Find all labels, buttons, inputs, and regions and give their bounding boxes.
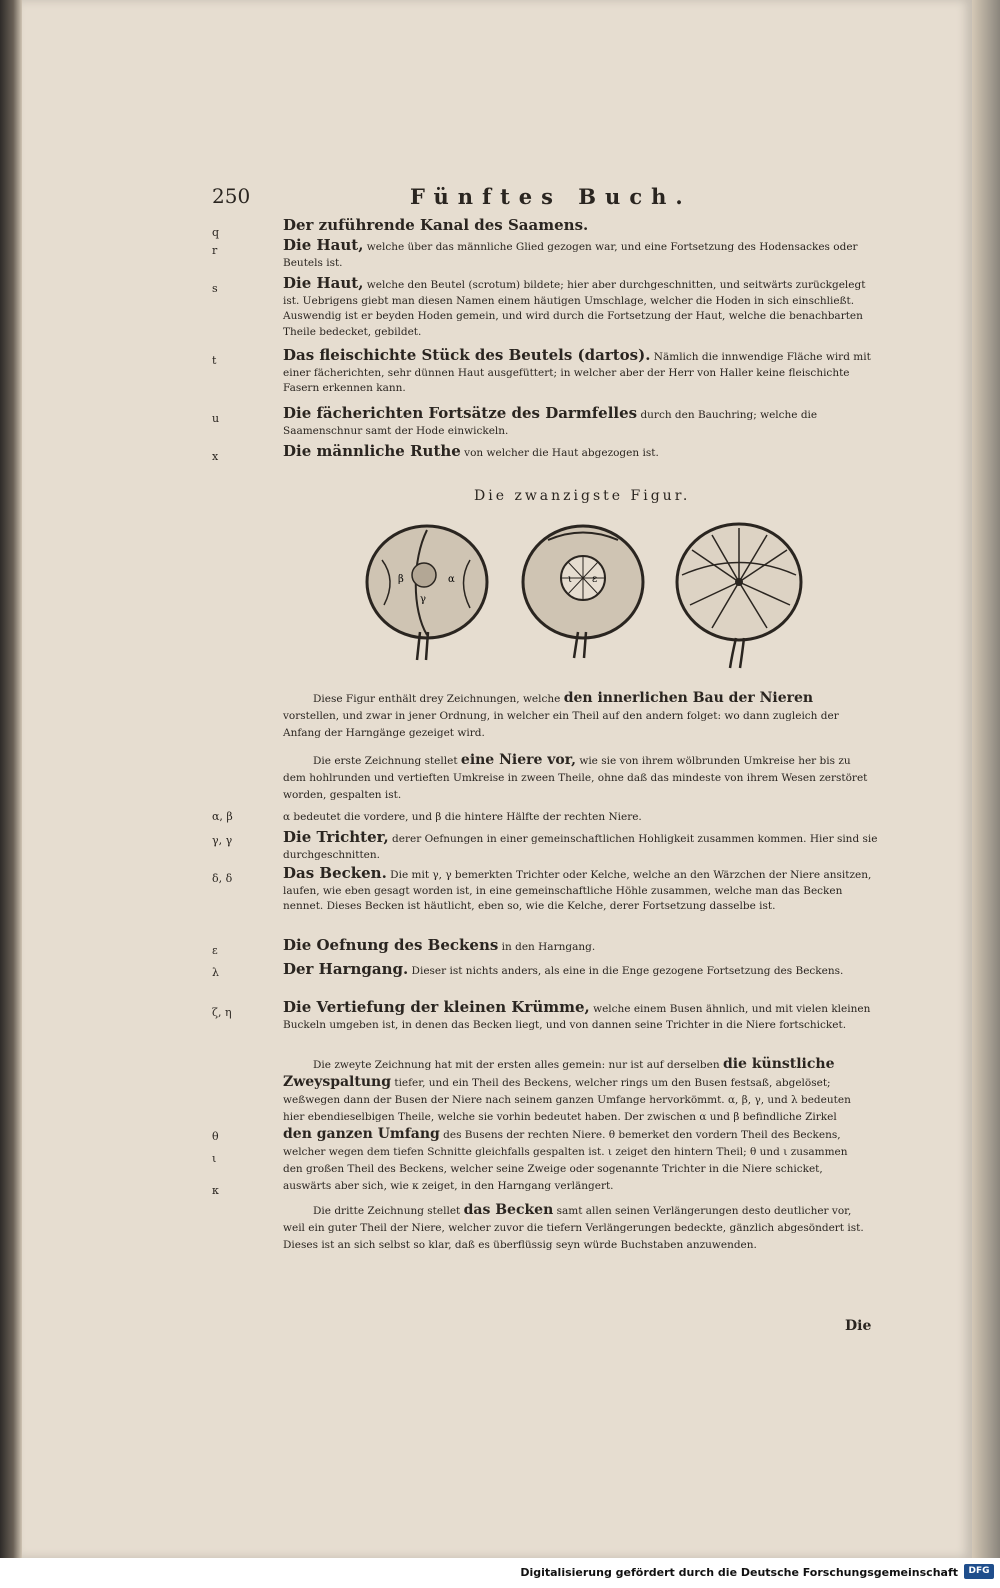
para-text: Die erste Zeichnung stellet <box>313 755 458 767</box>
para-emphasis: den innerlichen Bau der Nieren <box>563 690 814 706</box>
entry-head: Die männliche Ruthe <box>283 442 461 460</box>
figure-label: ε <box>592 574 598 585</box>
entry <box>283 444 878 462</box>
entry-marker: ε <box>212 944 218 957</box>
entry-text: welche den Beutel (scrotum) bildete; hier aber durchgeschnitten, und seitwärts zurückgelegt ist. Uebrigens giebt man diesen Namen einem häutigen Umschlage, welcher die Hoden in sich einschließt. Auswendig ist er beyden Hoden gemein, und wird durch die Fortsetzung der Haut, welche die benachbarten Theile bedecket, gebildet. <box>283 279 866 338</box>
entry-marker: ζ, η <box>212 1006 232 1019</box>
entry <box>283 276 878 340</box>
paragraph-second-drawing <box>283 1056 868 1195</box>
paragraph-intro <box>283 690 868 742</box>
entry <box>283 866 878 915</box>
para-text: tiefer, und ein Theil des Beckens, welcher rings um den Busen festsaß, abgelöset; weßwegen dann der Busen der Niere nach seinem ganzen Umfange hervorkömmt. α, β, γ, und λ bedeuten hier ebendieselbigen Theile, welche sie vorhin bedeutet haben. Der zwischen α und β befindliche Zirkel <box>283 1077 851 1123</box>
entry-head: Das Becken. <box>283 864 387 882</box>
kidney-drawing-1 <box>362 520 492 665</box>
footer-credit: Digitalisierung gefördert durch die Deutsche Forschungsgemeinschaft <box>520 1566 958 1579</box>
para-emphasis: den ganzen Umfang <box>283 1126 440 1142</box>
entry-marker: q <box>212 226 220 239</box>
page-edge-right <box>972 0 1000 1558</box>
entry-head: Die Trichter, <box>283 828 389 846</box>
figure-label: ι <box>568 574 572 585</box>
figure-title: Die zwanzigste Figur. <box>474 488 691 504</box>
kidney-drawing-3 <box>672 520 807 670</box>
para-emphasis: die künstliche Zweyspaltung <box>283 1056 835 1090</box>
figure-label: α <box>448 574 455 585</box>
page-number: 250 <box>212 184 251 208</box>
para-emphasis: eine Niere vor, <box>460 752 576 768</box>
dfg-logo-icon: DFG <box>964 1564 994 1579</box>
book-spine-edge <box>0 0 22 1558</box>
entry-marker: x <box>212 450 219 463</box>
entry-marker: s <box>212 282 218 295</box>
entry-marker: δ, δ <box>212 872 233 885</box>
entry-head: Die Haut, <box>283 274 364 292</box>
entry-head: Die Vertiefung der kleinen Krümme, <box>283 998 590 1016</box>
entry-head: Die fächerichten Fortsätze des Darmfelles <box>283 404 638 422</box>
entry-text: Dieser ist nichts anders, als eine in die Enge gezogene Fortsetzung des Beckens. <box>411 965 844 977</box>
para-text: wie sie von ihrem wölbrunden Umkreise her bis zu dem hohlrunden und vertieften Umkreise in zween Theile, ohne daß das mindeste von ihrem Wesen zerstöret worden, gespalten ist. <box>283 755 868 801</box>
margin-marker: ι <box>212 1152 217 1165</box>
entry-text: α bedeutet die vordere, und β die hintere Hälfte der rechten Niere. <box>283 811 642 823</box>
running-header: Fünftes Buch. <box>410 184 692 209</box>
entry-head: Die Haut, <box>283 236 364 254</box>
entry <box>283 238 878 271</box>
kidney-drawing-2 <box>518 520 648 665</box>
entry <box>283 962 878 980</box>
entry-head: Der zuführende Kanal des Saamens. <box>283 216 589 234</box>
entry-marker: α, β <box>212 810 233 823</box>
entry-head: Der Harngang. <box>283 960 409 978</box>
entry-head: Das fleischichte Stück des Beutels (dartos). <box>283 346 651 364</box>
entry-text: Nämlich die innwendige Fläche wird mit einer fächerichten, sehr dünnen Haut ausgefüttert; in welcher aber der Herr von Haller keine fleischichte Fasern erkennen kann. <box>283 351 871 394</box>
para-text: Die zweyte Zeichnung hat mit der ersten alles gemein: nur ist auf derselben <box>313 1059 720 1071</box>
entry-marker: u <box>212 412 220 425</box>
para-text: vorstellen, und zwar in jener Ordnung, in welcher ein Theil auf den andern folget: wo dann zugleich der Anfang der Harngänge gezeiget wird. <box>283 710 839 739</box>
entry <box>283 830 878 863</box>
entry-marker: t <box>212 354 217 367</box>
entry-text: durch den Bauchring; welche die Saamenschnur samt der Hode einwickeln. <box>283 409 818 437</box>
entry-text: in den Harngang. <box>501 941 596 953</box>
para-text: Die dritte Zeichnung stellet <box>313 1205 461 1217</box>
entry-text: welche einem Busen ähnlich, und mit vielen kleinen Buckeln umgeben ist, in denen das Becken liegt, und von dannen seine Trichter in die Niere fortschicket. <box>283 1003 871 1031</box>
catchword: Die <box>845 1318 872 1334</box>
entry-head: Die Oefnung des Beckens <box>283 936 499 954</box>
entry-marker: λ <box>212 966 219 979</box>
figure-label: β <box>398 574 404 585</box>
figure-label: γ <box>420 594 426 605</box>
entry <box>283 1000 878 1033</box>
entry-text: von welcher die Haut abgezogen ist. <box>464 447 659 459</box>
entry <box>283 406 878 439</box>
para-emphasis: das Becken <box>463 1202 554 1218</box>
margin-marker: θ <box>212 1130 219 1143</box>
entry <box>283 808 878 826</box>
entry <box>283 218 878 236</box>
para-text: des Busens der rechten Niere. θ bemerket den vordern Theil des Beckens, welcher wegen dem tiefen Schnitte gleichfalls gespalten ist. ι zeiget den hintern Theil; θ und ι zusammen den großen Theil des Beckens, welcher seine Zweige oder sogenannte Trichter in die Niere schicket, auswärts aber sich, wie κ zeiget, in den Harngang verlängert. <box>283 1129 848 1192</box>
para-text: samt allen seinen Verlängerungen desto deutlicher vor, weil ein guter Theil der Niere, welcher zuvor die tiefern Verlängerungen bedeckte, gänzlich abgesöndert ist. Dieses ist an sich selbst so klar, daß es überflüssig seyn würde Buchstaben anzuwenden. <box>283 1205 864 1251</box>
entry <box>283 938 878 956</box>
paragraph-third-drawing <box>283 1202 868 1254</box>
entry-text: Die mit γ, γ bemerkten Trichter oder Kelche, welche an den Wärzchen der Niere ansitzen, laufen, wie eben gesagt worden ist, in eine gemeinschaftliche Höhle zusammen, welche man das Becken nennet. Dieses Becken ist häutlicht, eben so, wie die Kelche, derer Fortsetzung dasselbe ist. <box>283 869 872 912</box>
entry <box>283 348 878 397</box>
entry-text: welche über das männliche Glied gezogen war, und eine Fortsetzung des Hodensackes oder Beutels ist. <box>283 241 858 269</box>
para-text: Diese Figur enthält drey Zeichnungen, welche <box>313 693 561 705</box>
margin-marker: κ <box>212 1184 219 1197</box>
entry-text: derer Oefnungen in einer gemeinschaftlichen Hohligkeit zusammen kommen. Hier sind sie durchgeschnitten. <box>283 833 878 861</box>
entry-marker: γ, γ <box>212 834 233 847</box>
entry-marker: r <box>212 244 218 257</box>
paragraph-first-drawing <box>283 752 868 804</box>
